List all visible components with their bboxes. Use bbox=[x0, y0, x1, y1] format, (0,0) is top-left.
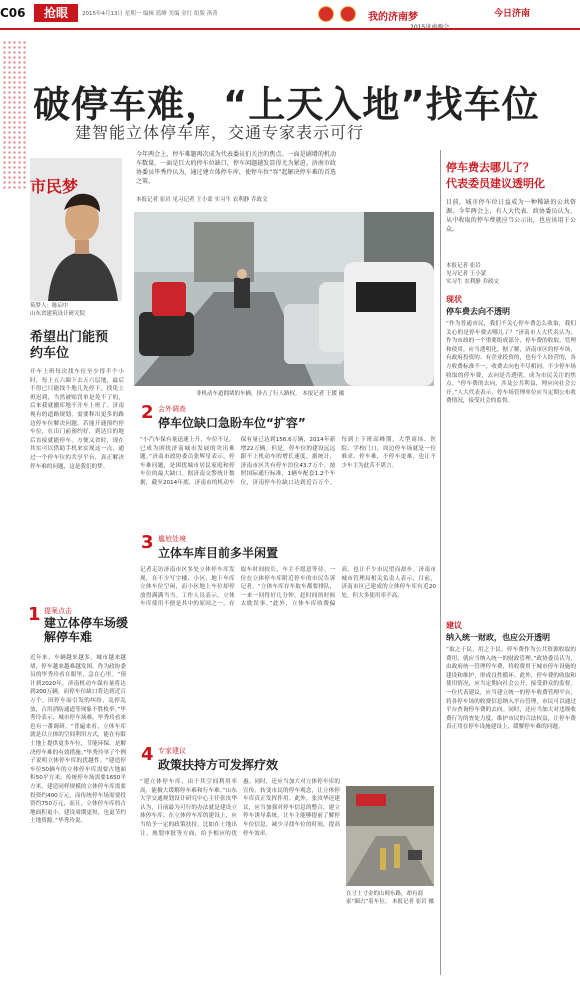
dream-title: 希望出门能预约车位 bbox=[30, 330, 109, 361]
section-number: 4 bbox=[141, 744, 154, 765]
section-title: 建立体停车场缓解停车难 bbox=[44, 616, 129, 644]
article-intro: 今年两会上，停车难题再次成为代表委员们关注的焦点。一面是剧增的机动车数量，一面是巨大的停车位缺口，停车问题越发显得尤为紧迫。济南市政协委员毕秀玲认为，通过建立体停车库，使停车位“容”起解决停车难的首选之策。 bbox=[136, 151, 336, 185]
section-number: 1 bbox=[28, 604, 41, 625]
status-title: 停车费去向不透明 bbox=[446, 307, 510, 316]
right-title: 停车费去哪儿了？ 代表委员建议透明化 bbox=[446, 161, 545, 190]
section-label: 会外调查 bbox=[158, 405, 186, 413]
photo-caption: 非机动车道拥堵的车辆，挤占了行人路权。 本报记者 王媛 摄 bbox=[196, 391, 345, 397]
right-byline: 本报记者 崔岩 见习记者 王小蒙 实习生 农利静 乔政文 bbox=[446, 263, 499, 285]
section-title: 政策扶持方可发挥疗效 bbox=[158, 758, 279, 772]
status-text: “作为普通市民，我们不关心停车费怎么收取，我们关心的是停车费去哪儿了？”济南市人大代表认为，作为市政的一个重要组成部分，停车费的收取、管理和使用，应当透明化。据了解，济南市区的停车场，有政府投资的、有企业投资的，也有个人经营的，各方收费标准不一，收费去向也不尽相同。不少停车场收取的停车费，去向是否透明，成为市民关注的焦点。“停车费的去向，涉及公共利益，理应向社会公开。”人大代表表示，停车场管理单位应当定期公布收费情况，接受社会的监督。 bbox=[446, 321, 576, 405]
status-tag: 现状 bbox=[446, 295, 462, 304]
section-text: 记者走访济南市区多处立体停车库发现，在不少写字楼、小区，地下车库立体车位空闲，而小区地上车位却停放得满满当当。工作人员表示，立体车库使用不便是其中的原因之一，存取车时间较长，车主不愿意等待。一位在立体停车库附近停车的市民告诉记者，“立体车库存车取车都要排队，一来一回得好几分钟，赶时间的时候太耽误事。”此外，立体车库收费偏高，也让不少市民望而却步。济南市城市管理局相关负责人表示，目前，济南市区已建成的立体停车库有近20处，但大多使用率不高。 bbox=[140, 567, 436, 608]
suggestion-tag: 建议 bbox=[446, 621, 462, 630]
section-number: 2 bbox=[141, 402, 154, 423]
suggestion-text: “取之于民，用之于民，停车费作为公共资源收取的费用，就应当纳入统一的财政管理。”政协委员认为，由政府统一管理停车费，将收费用于城市停车设施的建设和维护，形成良性循环。此外，停车费的收取和使用情况，应当定期向社会公开，接受群众的监督。一位代表建议，应当建立统一的停车收费管理平台，将各停车场的收费信息纳入平台管理，市民可以通过平台查询停车费的去向。同时，还应当加大对违规收费行为的查处力度，维护市民的合法权益，让停车费真正用在停车设施建设上，缓解停车难的问题。 bbox=[446, 647, 576, 731]
decorative-dots bbox=[2, 40, 27, 190]
section-text: 近年来，车辆越来越多，城市越来越堵，停车越来越难越发困。作为政协委员的毕秀玲看在眼里，急在心里。“预计到2020年，济南机动车保有量将达到200万辆，而停车位缺口将达到近百万个，因停车而引发的纠纷，乱停乱放，占用消防通道等现象不胜枚举。”毕秀玲表示，城市停车场难，毕秀玲看来也有一番调研。“普遍来看，立体车库就是以立体的空间利用方式，能在有限土地上提供更多车位，节能环保，是解决停车难的有效措施。”毕秀玲举了个例子说明立体停车库的优越性。“建造停车位50辆车的立体停车库需要占地面积50平方米，传统停车场需要1650平方米，建造同样规模的立体停车库需要投资约400万元，而传统停车场需要投资约750万元，而且，立体停车库的占地面积更小，建设周期更短，也更节约土地资源。”毕秀玲说。 bbox=[30, 655, 126, 825]
bottom-photo-caption: 在寸土寸金的山师东路，却有商家“圈占”着车位。 本报记者 崔岩 摄 bbox=[346, 891, 434, 905]
shop-parking-photo bbox=[346, 786, 434, 886]
section-label: 提案点击 bbox=[44, 607, 72, 615]
dream-text: 开车上班每次找车位至少得半个小时，每上五六圈下去五六层地，最后不得已只能找个地儿先停下，找免上班迟到，当然被贴罚单是免不了的，后来我就撤库地不开车上班了。济南现有的道路规划，需要释出更多的路边停车位解决问题。若能开通预约停车位，在出门前预约好，到达目的地后直接就能停车，方便又省时，现在其实可以借助手机来实现这一点，通过一个停车位的共享平台，真正解决停车难的问题，这是我们的梦。 bbox=[30, 369, 124, 470]
brand-title: 我的济南梦 bbox=[368, 12, 418, 23]
lianghui-label: 2015济南两会 bbox=[410, 24, 450, 31]
page-number: C06 bbox=[0, 6, 26, 20]
column-title: 市民梦 bbox=[30, 177, 79, 196]
emblem-icon bbox=[318, 6, 334, 22]
section-label: 尴尬处境 bbox=[158, 535, 186, 543]
emblem-icon bbox=[340, 6, 356, 22]
section-label: 专家建议 bbox=[158, 747, 186, 755]
subheadline: 建智能立体停车库，交通专家表示可行 bbox=[75, 123, 365, 142]
section-title: 立体车库目前多半闲置 bbox=[158, 546, 279, 560]
section-title: 停车位缺口急盼车位“扩容” bbox=[158, 416, 306, 430]
section-label: 抢眼 bbox=[34, 4, 78, 22]
section-text: “建立体停车库，由于其空间利用率高，能极大缓解停车难和行车难。”山东大学交通规划设计研究中心主任张汝华认为，目前最为可行的办法就是建设立体停车库。在立体停车库的建设上，应当给予一定的政策扶持，比如在土地出让、规划审批等方面，给予相应的优惠。同时，还应当加大对立体停车库的宣传，转变市民的停车观念，让立体停车库真正发挥作用。此外，张汝华还建议，应当加强对停车信息的整合，建立停车诱导系统，让车主能够提前了解停车位信息，减少寻找车位的时间，提高停车效率。 bbox=[140, 779, 340, 837]
suggestion-title: 纳入统一财政，也应公开透明 bbox=[446, 633, 550, 642]
section-text: “小汽车保有量迅速上升，车位不足，已成为困扰济南城市发展的突出难题。”济南市政协委员张辉星表示，停车难问题，是困扰城市居民家庭和停车位的最大缺口。据济南交警统计数据，截至2014年底，济南市的机动车保有量已达到156.6万辆，2014年新增22万辆。但是，停车位的建设远远跟不上机动车的增长速度。据统计，济南市区共有停车泊位43.7万个，按照国际通行标准，1辆车配套1.2个车位，济南停车位缺口达到近百万个。每到上下班高峰期，大型商场、医院、学校门口，周边停车场就是一位难求。停车难，不停车更难，也让不少车主为此苦不堪言。 bbox=[140, 437, 436, 486]
column-divider bbox=[440, 150, 441, 975]
dreamer-name: 筑梦人：陈启中 山东省建筑设计研究院 bbox=[30, 303, 86, 317]
section-number: 3 bbox=[141, 532, 154, 553]
street-parking-photo bbox=[134, 212, 434, 386]
newspaper-logo: 今日济南 bbox=[494, 9, 531, 19]
headline: 破停车难，“上天入地”找车位 bbox=[33, 83, 540, 126]
issue-meta: 2015年4月13日 星期一 编辑 蓝峰 美编 金红 组版 洛菁 bbox=[82, 11, 218, 17]
right-intro: 目前，城市停车位日益成为一种稀缺的公共资源。今年两会上，有人大代表、政协委员认为，从中收取的停车费就应当公示出，也应该用于公众。 bbox=[446, 199, 576, 233]
byline: 本报记者 崔岩 见习记者 王小蒙 实习生 农利静 乔政文 bbox=[136, 197, 268, 203]
